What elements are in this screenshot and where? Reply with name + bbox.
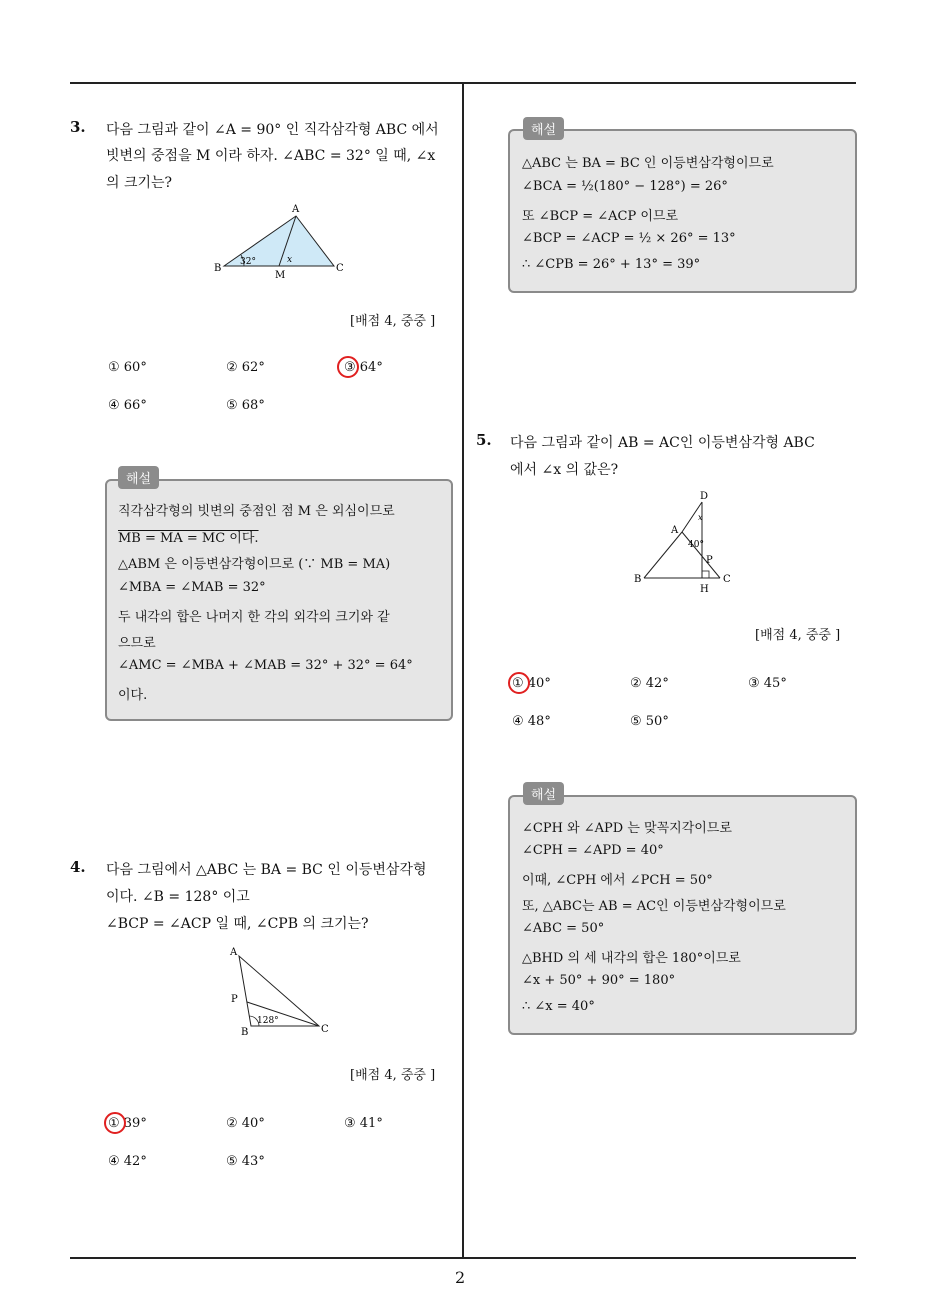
q4-label-b: B: [241, 1027, 249, 1038]
q3-choice-1[interactable]: ① 60°: [108, 360, 147, 375]
q5-label-p: P: [706, 555, 713, 566]
q5-line-2: 에서 ∠x 의 값은?: [510, 462, 619, 478]
q3-solution-line-3: △ABM 은 이등변삼각형이므로 (∵ MB = MA): [118, 557, 391, 572]
q5-figure: [630, 488, 740, 596]
q5-right-angle: [702, 571, 709, 578]
q4-label-a: A: [230, 947, 238, 958]
q5-side-ba: [644, 532, 682, 578]
q4-number: 4.: [70, 858, 86, 876]
q5-label-angle: 40°: [688, 540, 704, 550]
q4-line-2: 이다. ∠B = 128° 이고: [106, 889, 250, 905]
q4-choice-1[interactable]: ① 39°: [108, 1116, 147, 1131]
q3-choice-2[interactable]: ② 62°: [226, 360, 265, 375]
q4-solution-tag: 해설: [523, 117, 564, 140]
q3-solution-line-7: ∠AMC = ∠MBA + ∠MAB = 32° + 32° = 64°: [118, 658, 413, 673]
q3-solution-line-2: MB = MA = MC 이다.: [118, 531, 259, 546]
q4-choice-5[interactable]: ⑤ 43°: [226, 1154, 265, 1169]
q5-solution-line-6: △BHD 의 세 내각의 합은 180°이므로: [522, 951, 741, 966]
q5-choice-1[interactable]: ① 40°: [512, 676, 551, 691]
q3-line-2: 빗변의 중점을 M 이라 하자. ∠ABC = 32° 일 때, ∠x: [106, 148, 436, 164]
q4-choice-4[interactable]: ④ 42°: [108, 1154, 147, 1169]
q4-line-1: 다음 그림에서 △ABC 는 BA = BC 인 이등변삼각형: [106, 862, 427, 878]
q4-line-3: ∠BCP = ∠ACP 일 때, ∠CPB 의 크기는?: [106, 916, 369, 932]
q3-label-x: x: [287, 255, 293, 265]
q3-line-3: 의 크기는?: [106, 175, 173, 191]
q5-solution-line-1: ∠CPH 와 ∠APD 는 맞꼭지각이므로: [522, 821, 732, 836]
q3-solution-tag: 해설: [118, 466, 159, 489]
q4-score: [배점 4, 중중 ]: [350, 1068, 436, 1083]
q5-solution-line-4: 또, △ABC는 AB = AC인 이등변삼각형이므로: [522, 899, 786, 914]
q3-choice-5[interactable]: ⑤ 68°: [226, 398, 265, 413]
q3-solution-line-5: 두 내각의 합은 나머지 한 각의 외각의 크기와 같: [118, 610, 390, 625]
column-divider: [462, 82, 464, 1258]
q4-solution-line-1: △ABC 는 BA = BC 인 이등변삼각형이므로: [522, 156, 774, 171]
q4-choice-3[interactable]: ③ 41°: [344, 1116, 383, 1131]
q5-number: 5.: [476, 431, 492, 449]
bottom-rule: [70, 1257, 856, 1259]
q5-solution-line-5: ∠ABC = 50°: [522, 921, 605, 936]
q5-label-d: D: [700, 491, 709, 502]
q5-choice-5[interactable]: ⑤ 50°: [630, 714, 669, 729]
q5-choice-2[interactable]: ② 42°: [630, 676, 669, 691]
q3-score: [배점 4, 중중 ]: [350, 314, 436, 329]
q5-choice-3[interactable]: ③ 45°: [748, 676, 787, 691]
q4-solution-line-3: 또 ∠BCP = ∠ACP 이므로: [522, 209, 679, 224]
q4-solution-line-2: ∠BCA = ½(180° − 128°) = 26°: [522, 179, 728, 194]
q5-side-ac: [682, 532, 720, 578]
q3-label-b: B: [214, 263, 222, 274]
q5-choice-4[interactable]: ④ 48°: [512, 714, 551, 729]
q4-label-c: C: [321, 1024, 329, 1035]
q4-answer-mark: [104, 1112, 126, 1134]
q5-solution-line-7: ∠x + 50° + 90° = 180°: [522, 973, 676, 988]
q5-solution-line-8: ∴ ∠x = 40°: [522, 999, 595, 1014]
q3-line-1: 다음 그림과 같이 ∠A = 90° 인 직각삼각형 ABC 에서: [106, 122, 439, 138]
q5-label-x: x: [698, 513, 703, 522]
q4-triangle: [239, 956, 319, 1026]
q3-choice-4[interactable]: ④ 66°: [108, 398, 147, 413]
q5-label-a: A: [671, 525, 679, 536]
q4-solution-line-4: ∠BCP = ∠ACP = ½ × 26° = 13°: [522, 231, 736, 246]
q5-solution-line-2: ∠CPH = ∠APD = 40°: [522, 843, 664, 858]
q5-solution-line-3: 이때, ∠CPH 에서 ∠PCH = 50°: [522, 873, 713, 888]
q4-figure: [225, 942, 345, 1038]
q5-answer-mark: [508, 672, 530, 694]
q4-choice-2[interactable]: ② 40°: [226, 1116, 265, 1131]
q5-line-1: 다음 그림과 같이 AB = AC인 이등변삼각형 ABC: [510, 435, 815, 451]
page-number: 2: [455, 1268, 466, 1287]
q3-label-c: C: [336, 263, 344, 274]
q5-label-b: B: [634, 574, 642, 585]
q3-label-m: M: [275, 270, 286, 281]
q5-solution-tag: 해설: [523, 782, 564, 805]
q3-solution-line-4: ∠MBA = ∠MAB = 32°: [118, 580, 266, 595]
q4-label-p: P: [231, 994, 238, 1005]
q3-choice-3[interactable]: ③ 64°: [344, 360, 383, 375]
q3-answer-mark: [337, 356, 359, 378]
q3-solution-line-1: 직각삼각형의 빗변의 중점인 점 M 은 외심이므로: [118, 504, 395, 519]
q4-solution-line-5: ∴ ∠CPB = 26° + 13° = 39°: [522, 257, 701, 272]
q3-solution-line-6: 으므로: [118, 636, 156, 651]
q3-solution-line-8: 이다.: [118, 688, 148, 703]
q5-score: [배점 4, 중중 ]: [755, 628, 841, 643]
q3-number: 3.: [70, 118, 86, 136]
q4-label-angle: 128°: [257, 1016, 279, 1026]
q3-label-a: A: [292, 204, 300, 215]
q3-figure: [210, 200, 360, 282]
q5-label-h: H: [700, 584, 709, 595]
q3-label-angle: 32°: [240, 257, 256, 267]
q5-label-c: C: [723, 574, 731, 585]
